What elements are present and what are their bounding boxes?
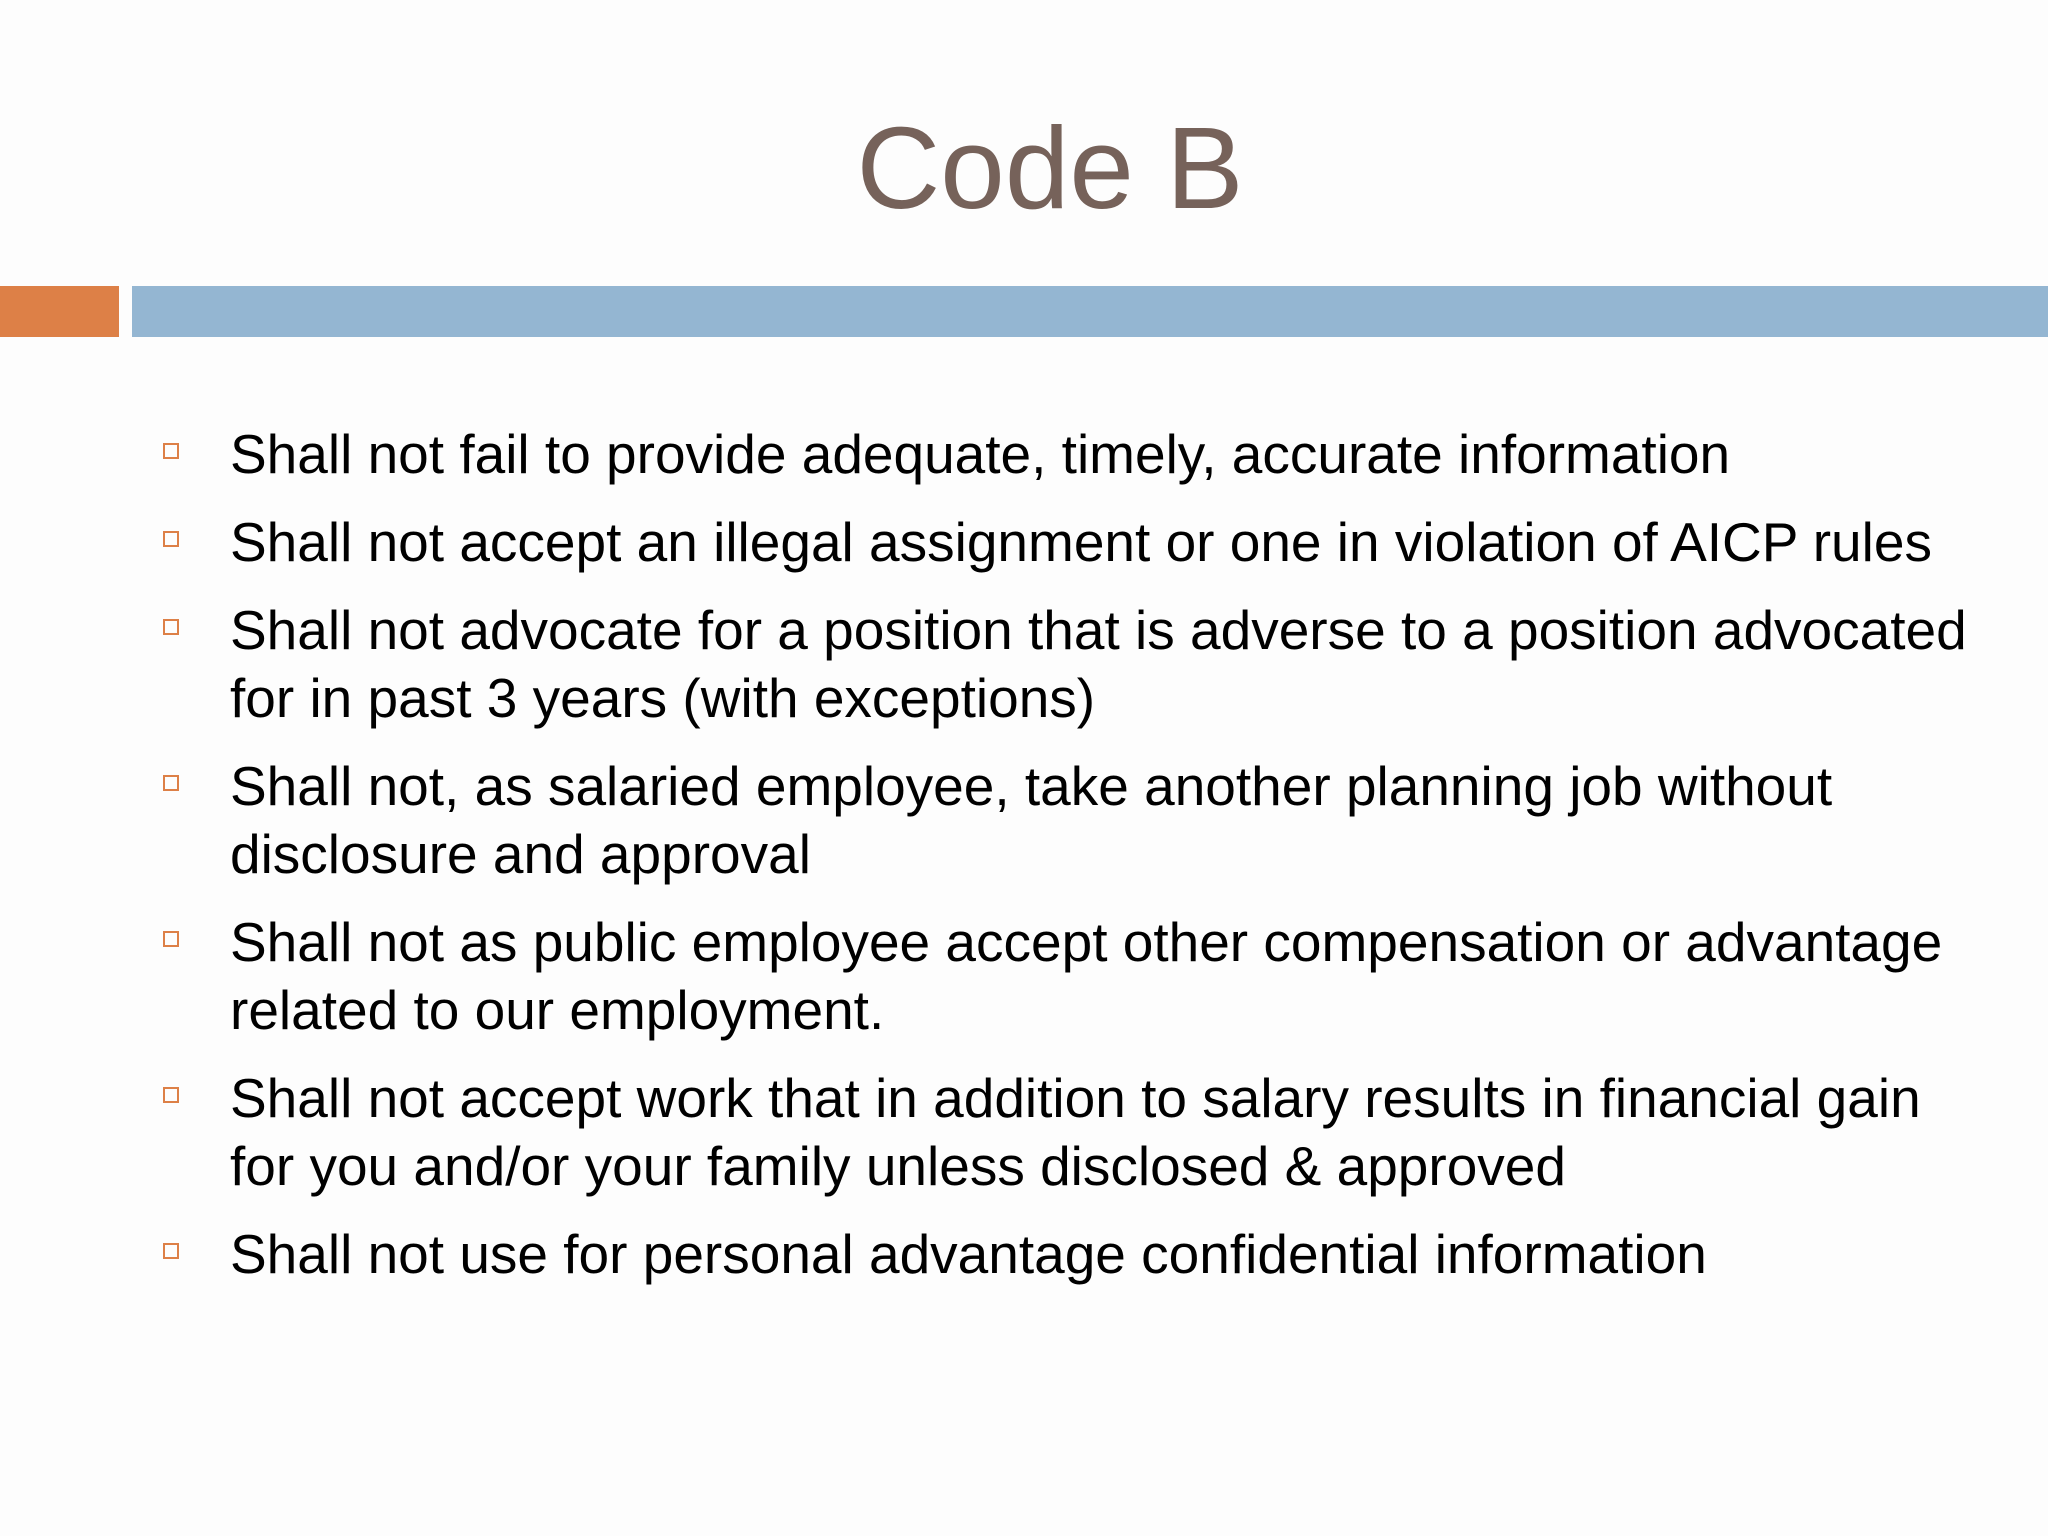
hollow-square-bullet-icon <box>163 531 179 547</box>
hollow-square-bullet-icon <box>163 931 179 947</box>
hollow-square-bullet-icon <box>163 619 179 635</box>
bullet-item <box>0 420 2048 488</box>
title-divider-bar <box>132 286 2048 337</box>
bullet-item <box>0 1064 2048 1200</box>
bullet-text: Shall not fail to provide adequate, timely, accurate information <box>230 423 1731 485</box>
bullet-list <box>0 420 2048 1308</box>
bullet-text: Shall not accept work that in addition to salary results in financial gain for you and/or your family unless disclosed & approved <box>230 1067 1921 1197</box>
bullet-item <box>0 596 2048 732</box>
bullet-item <box>0 508 2048 576</box>
bullet-text: Shall not as public employee accept other compensation or advantage related to our employment. <box>230 911 1943 1041</box>
bullet-item <box>0 1220 2048 1288</box>
hollow-square-bullet-icon <box>163 1243 179 1259</box>
hollow-square-bullet-icon <box>163 1087 179 1103</box>
bullet-item <box>0 752 2048 888</box>
hollow-square-bullet-icon <box>163 775 179 791</box>
bullet-text: Shall not use for personal advantage confidential information <box>230 1223 1707 1285</box>
bullet-item <box>0 908 2048 1044</box>
bullet-text: Shall not accept an illegal assignment or one in violation of AICP rules <box>230 511 1932 573</box>
hollow-square-bullet-icon <box>163 443 179 459</box>
slide-title: Code B <box>856 103 1244 233</box>
bullet-text: Shall not, as salaried employee, take another planning job without disclosure and approval <box>230 755 1833 885</box>
title-accent-bar <box>0 286 119 337</box>
bullet-text: Shall not advocate for a position that is adverse to a position advocated for in past 3 years (with exceptions) <box>230 599 1967 729</box>
